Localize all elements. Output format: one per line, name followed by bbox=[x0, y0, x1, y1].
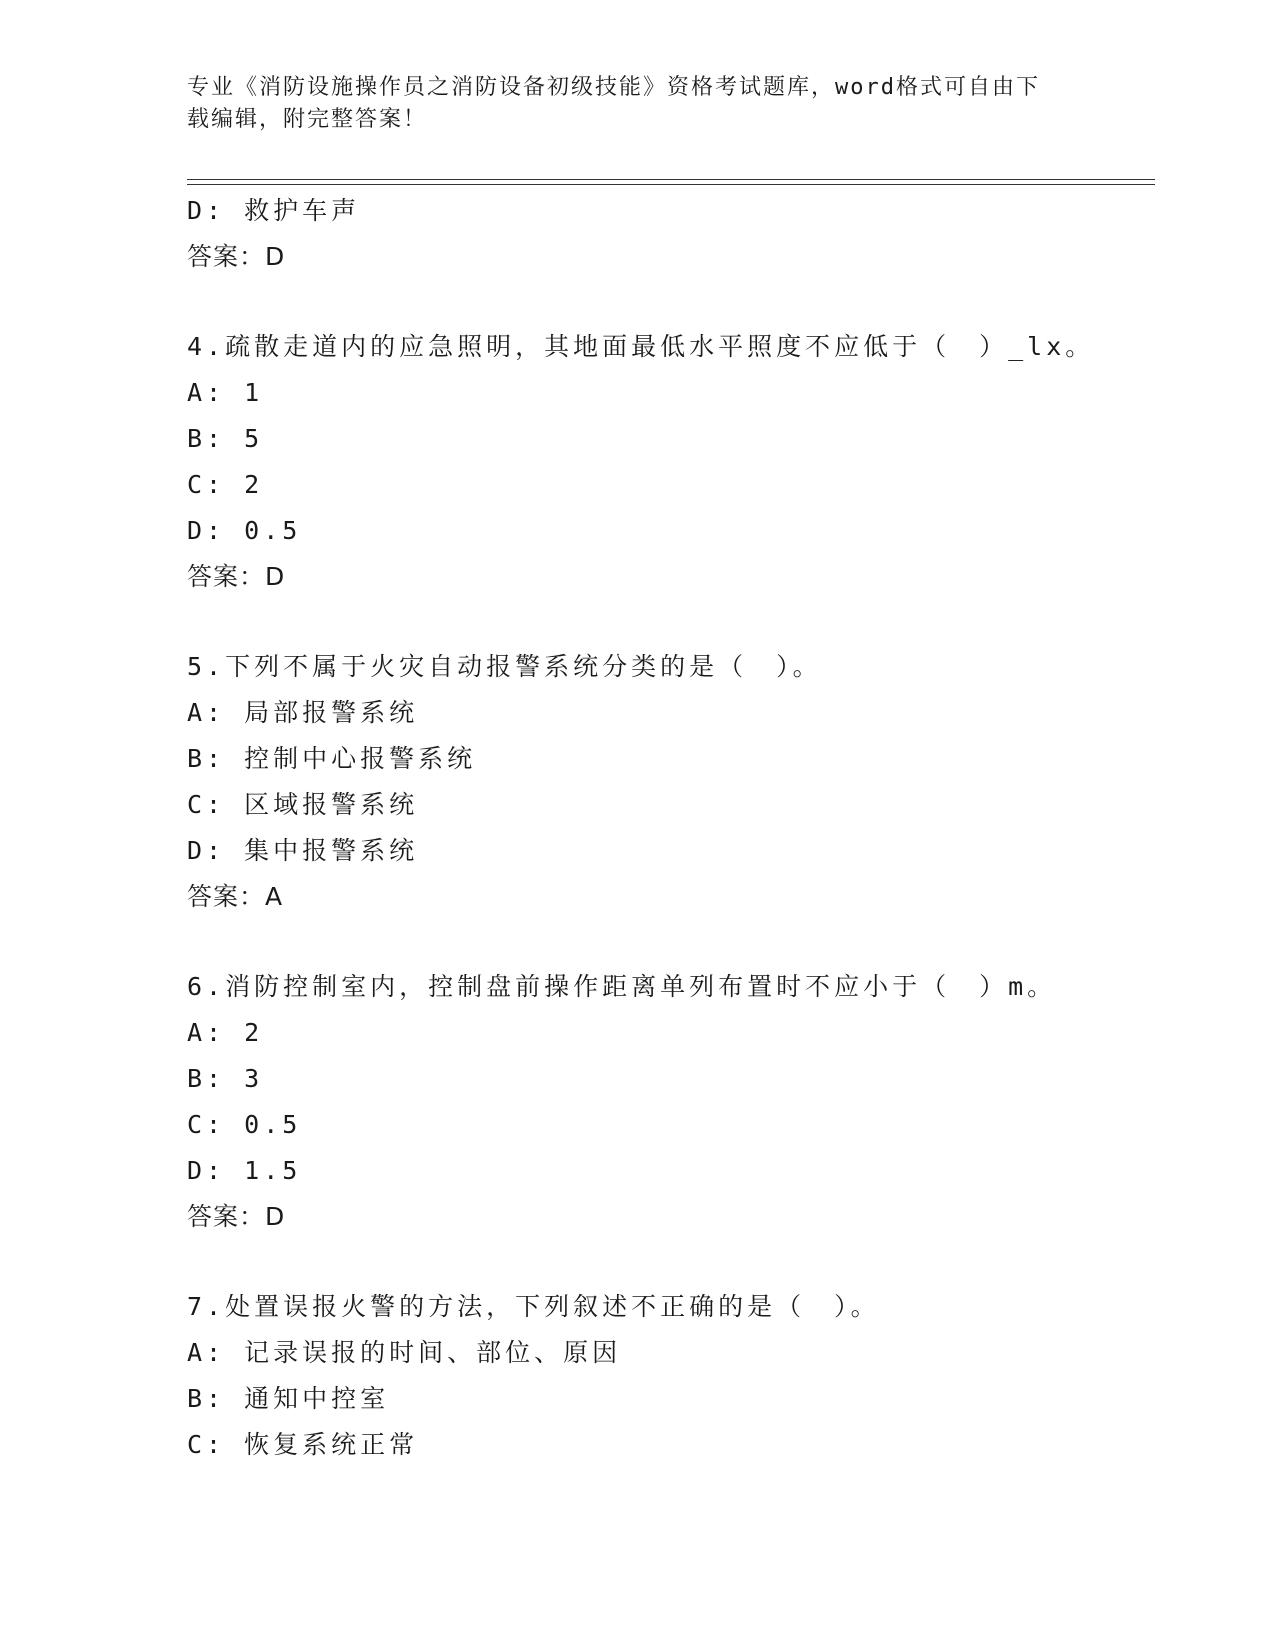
option-b: B: 5 bbox=[187, 424, 264, 453]
question-3-tail bbox=[187, 188, 1147, 280]
answer: 答案：D bbox=[187, 242, 286, 271]
spacer bbox=[187, 280, 1147, 324]
header-line-1: 专业《消防设施操作员之消防设备初级技能》资格考试题库，word格式可自由下 bbox=[187, 75, 1040, 100]
option-c: C: 区域报警系统 bbox=[187, 790, 419, 819]
question-stem: 7.处置误报火警的方法，下列叙述不正确的是（ ）。 bbox=[187, 1292, 880, 1321]
option-a: A: 记录误报的时间、部位、原因 bbox=[187, 1338, 622, 1367]
question-stem: 4.疏散走道内的应急照明，其地面最低水平照度不应低于（ ）_lx。 bbox=[187, 332, 1095, 361]
answer: 答案：D bbox=[187, 562, 286, 591]
question-list bbox=[187, 188, 1147, 1468]
option-b: B: 3 bbox=[187, 1064, 264, 1093]
header-divider-top bbox=[187, 179, 1155, 180]
header-divider-bottom bbox=[187, 184, 1155, 185]
question-stem: 5.下列不属于火灾自动报警系统分类的是（ ）。 bbox=[187, 652, 822, 681]
option-b: B: 通知中控室 bbox=[187, 1384, 390, 1413]
answer: 答案：D bbox=[187, 1202, 286, 1231]
option-c: C: 0.5 bbox=[187, 1110, 302, 1139]
spacer bbox=[187, 600, 1147, 644]
question-7 bbox=[187, 1284, 1147, 1468]
spacer bbox=[187, 920, 1147, 964]
document-header bbox=[187, 72, 1067, 136]
question-stem: 6.消防控制室内，控制盘前操作距离单列布置时不应小于（ ）m。 bbox=[187, 972, 1057, 1001]
option-b: B: 控制中心报警系统 bbox=[187, 744, 477, 773]
question-6 bbox=[187, 964, 1147, 1240]
answer: 答案：A bbox=[187, 882, 284, 911]
question-5 bbox=[187, 644, 1147, 920]
question-4 bbox=[187, 324, 1147, 600]
option-a: A: 2 bbox=[187, 1018, 264, 1047]
spacer bbox=[187, 1240, 1147, 1284]
option-c: C: 2 bbox=[187, 470, 264, 499]
option-c: C: 恢复系统正常 bbox=[187, 1430, 419, 1459]
option-a: A: 1 bbox=[187, 378, 264, 407]
option-d: D: 1.5 bbox=[187, 1156, 302, 1185]
option-d: D: 集中报警系统 bbox=[187, 836, 419, 865]
option-a: A: 局部报警系统 bbox=[187, 698, 419, 727]
header-line-2: 载编辑，附完整答案！ bbox=[187, 107, 428, 132]
option-d: D: 0.5 bbox=[187, 516, 302, 545]
option-d: D: 救护车声 bbox=[187, 196, 361, 225]
